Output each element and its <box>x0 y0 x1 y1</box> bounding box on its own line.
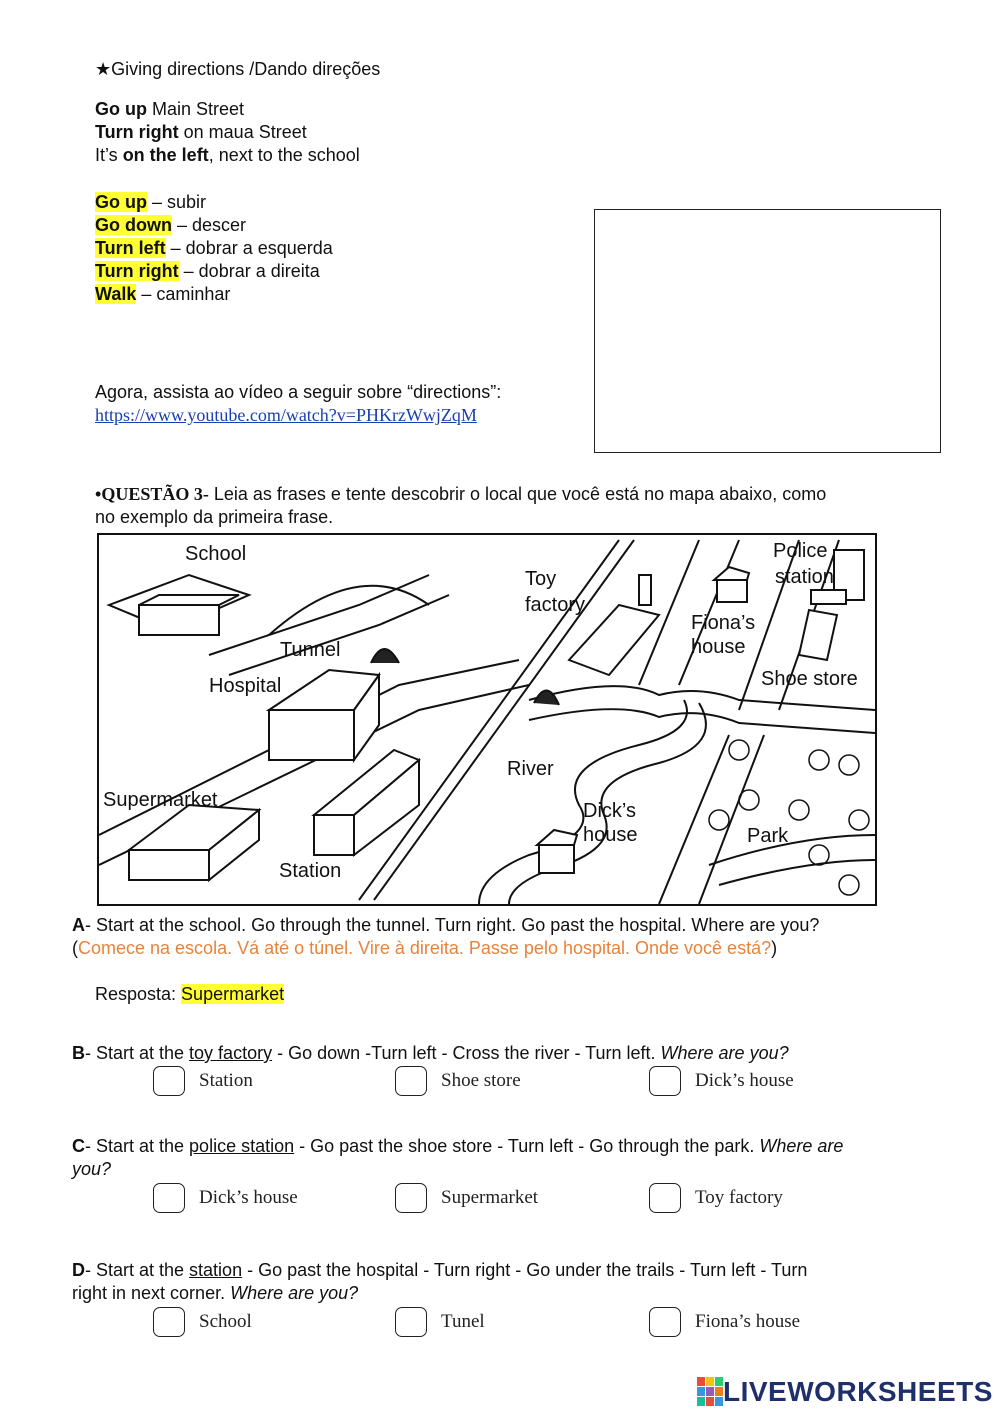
video-link[interactable]: https://www.youtube.com/watch?v=PHKrzWwjZqM <box>95 405 477 425</box>
question-c <box>72 1135 843 1158</box>
question-label: QUESTÃO 3- <box>101 484 209 504</box>
label-shoe-store: Shoe store <box>761 668 858 690</box>
liveworksheets-logo[interactable] <box>697 1376 993 1408</box>
option-d-2[interactable] <box>395 1307 485 1337</box>
option-b-2[interactable] <box>395 1066 521 1096</box>
option-label: Shoe store <box>441 1070 521 1091</box>
example-line-2 <box>95 121 307 144</box>
question-d-where: Where are you? <box>230 1283 359 1303</box>
dicks-house-building <box>537 830 577 873</box>
question-a-text: - Start at the school. Go through the tunnel. Turn right. Go past the hospital. Where are you? <box>85 915 820 935</box>
question-d-text-2: - Go past the hospital - Turn right - Go under the trails - Turn left - Turn <box>242 1260 808 1280</box>
question-c-letter: C <box>72 1136 85 1156</box>
question-d-letter: D <box>72 1260 85 1280</box>
translation-open: ( <box>72 938 78 958</box>
question-text-1: Leia as frases e tente descobrir o local que você está no mapa abaixo, como <box>208 484 827 504</box>
vocab-item <box>95 260 320 283</box>
fionas-house-building <box>714 567 749 602</box>
checkbox[interactable] <box>153 1066 185 1096</box>
example-line-3-rest: , next to the school <box>208 145 360 165</box>
vocab-meaning: – dobrar a esquerda <box>165 238 333 258</box>
rail-right <box>374 540 634 900</box>
answer-value: Supermarket <box>181 984 285 1004</box>
checkbox[interactable] <box>649 1066 681 1096</box>
video-instruction: Agora, assista ao vídeo a seguir sobre “directions”: <box>95 382 502 402</box>
label-police-station: station <box>775 566 834 588</box>
option-b-1[interactable] <box>153 1066 253 1096</box>
label-toy: Toy <box>525 568 557 590</box>
example-line-2-bold: Turn right <box>95 122 179 142</box>
star-icon: ★ <box>95 59 112 79</box>
road-school-edge <box>229 595 449 675</box>
road-park-lower-edge <box>719 860 875 885</box>
label-station: Station <box>279 860 342 882</box>
school-building <box>109 575 249 635</box>
label-fionas: Fiona’s <box>691 612 756 634</box>
vocab-term: Turn left <box>95 238 166 258</box>
vocab-item <box>95 283 230 306</box>
checkbox[interactable] <box>395 1066 427 1096</box>
question-a <box>72 914 819 937</box>
section-title-text: Giving directions /Dando direções <box>111 59 381 79</box>
label-tunnel: Tunnel <box>280 639 341 661</box>
example-line-3 <box>95 144 360 167</box>
example-line-3-bold: on the left <box>122 145 209 165</box>
checkbox[interactable] <box>395 1183 427 1213</box>
checkbox[interactable] <box>395 1307 427 1337</box>
option-c-1[interactable] <box>153 1183 298 1213</box>
supermarket-building <box>129 805 259 880</box>
label-factory: factory <box>525 594 586 616</box>
answer-line <box>95 983 284 1006</box>
option-d-1[interactable] <box>153 1307 252 1337</box>
hospital-building <box>269 670 379 760</box>
example-line-2-rest: on maua Street <box>178 122 307 142</box>
vocab-item <box>95 214 246 237</box>
option-d-3[interactable] <box>649 1307 800 1337</box>
label-supermarket: Supermarket <box>103 789 218 811</box>
option-label: Dick’s house <box>199 1187 298 1208</box>
vocab-term: Go up <box>95 192 147 212</box>
logo-text: LIVEWORKSHEETS <box>723 1376 993 1407</box>
vocab-meaning: – descer <box>171 215 247 235</box>
label-fionas-house: house <box>691 636 746 658</box>
question-d-line-2 <box>72 1282 358 1305</box>
question-a-letter: A <box>72 915 85 935</box>
option-label: School <box>199 1311 252 1332</box>
vocab-meaning: – subir <box>147 192 207 212</box>
translation-text: Comece na escola. Vá até o túnel. Vire à direita. Passe pelo hospital. Onde você está? <box>78 938 772 958</box>
option-label: Tunel <box>441 1311 485 1332</box>
question-b-place: toy factory <box>189 1043 273 1063</box>
question-d-place: station <box>189 1260 243 1280</box>
example-line-1-bold: Go up <box>95 99 147 119</box>
question-b-where: Where are you? <box>660 1043 789 1063</box>
video-embed-box[interactable] <box>594 209 941 453</box>
road-bridge-edge <box>529 709 875 733</box>
tunnel-opening <box>371 649 399 663</box>
example-line-1 <box>95 98 244 121</box>
checkbox[interactable] <box>649 1183 681 1213</box>
option-b-3[interactable] <box>649 1066 794 1096</box>
label-dicks-house: house <box>583 824 638 846</box>
question-d <box>72 1259 807 1282</box>
option-label: Station <box>199 1070 253 1091</box>
section-title <box>95 58 380 81</box>
vocab-meaning: – caminhar <box>136 284 231 304</box>
vocab-item <box>95 191 206 214</box>
label-police: Police <box>773 540 828 562</box>
label-dicks: Dick’s <box>583 800 636 822</box>
vocab-term: Go down <box>95 215 172 235</box>
question-c-place: police station <box>189 1136 295 1156</box>
example-line-1-rest: Main Street <box>147 99 245 119</box>
town-map <box>97 533 877 906</box>
label-river: River <box>507 758 554 780</box>
option-label: Toy factory <box>695 1187 783 1208</box>
question-c-where-2: you? <box>72 1159 112 1179</box>
label-hospital: Hospital <box>209 675 282 697</box>
question-d-text-1: - Start at the <box>85 1260 190 1280</box>
question-b <box>72 1042 789 1065</box>
shoe-store-building <box>799 610 837 660</box>
vocab-item <box>95 237 333 260</box>
vocab-term: Turn right <box>95 261 179 281</box>
vocab-meaning: – dobrar a direita <box>178 261 320 281</box>
question-3-line-1 <box>95 483 826 506</box>
question-b-text-1: - Start at the <box>85 1043 190 1063</box>
label-school: School <box>185 543 247 565</box>
question-c-text-1: - Start at the <box>85 1136 190 1156</box>
option-label: Dick’s house <box>695 1070 794 1091</box>
option-label: Fiona’s house <box>695 1311 801 1332</box>
checkbox[interactable] <box>153 1183 185 1213</box>
option-label: Supermarket <box>441 1187 539 1208</box>
question-c-text-2: - Go past the shoe store - Turn left - Go through the park. <box>294 1136 760 1156</box>
checkbox[interactable] <box>649 1307 681 1337</box>
vocab-term: Walk <box>95 284 137 304</box>
answer-label: Resposta: <box>95 984 182 1004</box>
label-park: Park <box>747 825 789 847</box>
bullet-icon: • <box>95 484 102 504</box>
option-c-2[interactable] <box>395 1183 538 1213</box>
example-line-3-pre: It’s <box>95 145 123 165</box>
question-d-text-3: right in next corner. <box>72 1283 231 1303</box>
question-3-line-2: no exemplo da primeira frase. <box>95 507 334 527</box>
question-b-text-2: - Go down -Turn left - Cross the river - Turn left. <box>272 1043 661 1063</box>
town-map-drawing <box>99 535 875 904</box>
question-c-where-1: Where are <box>759 1136 844 1156</box>
question-b-letter: B <box>72 1043 85 1063</box>
checkbox[interactable] <box>153 1307 185 1337</box>
question-a-translation <box>72 937 777 960</box>
translation-close: ) <box>771 938 778 958</box>
question-c-line-2 <box>72 1158 111 1181</box>
option-c-3[interactable] <box>649 1183 783 1213</box>
logo-icon <box>697 1377 723 1407</box>
